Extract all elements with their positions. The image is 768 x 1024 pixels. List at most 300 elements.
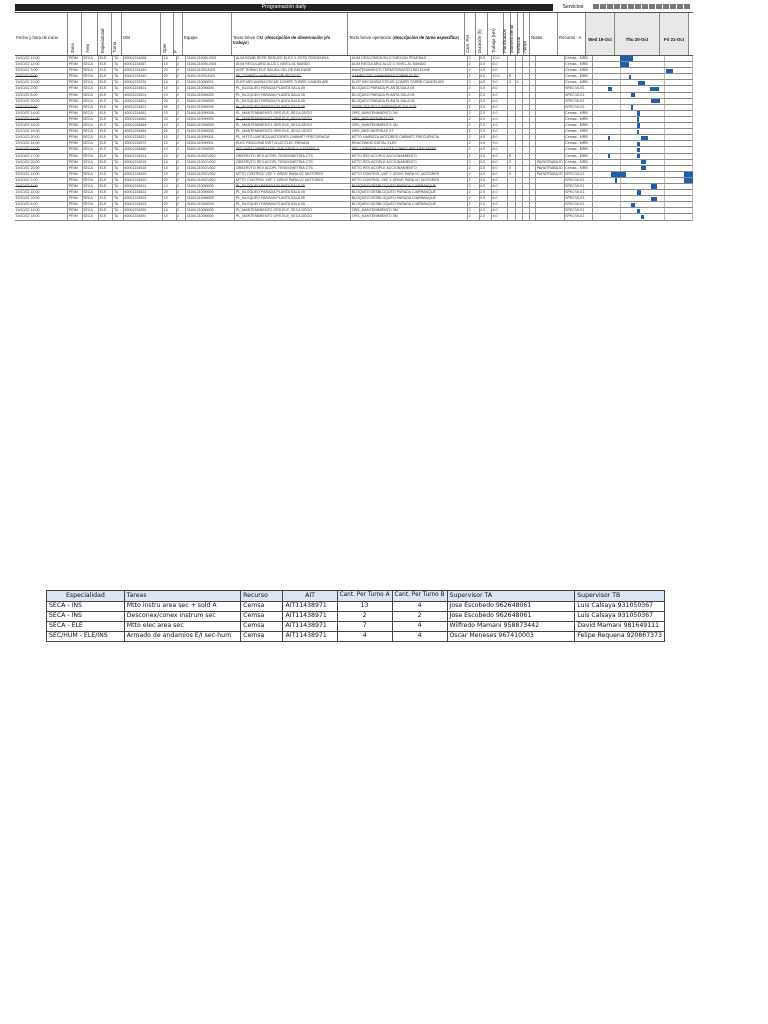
cell-p: 2 <box>177 129 186 134</box>
cell-equipo: 3160L3100M005 <box>186 117 235 122</box>
cell-oper: 10 <box>163 214 176 219</box>
summary-header-recurso: Recurso <box>241 591 283 602</box>
cell-notas <box>536 208 564 213</box>
cell-equipo: 3160L3100CV002 <box>186 172 235 177</box>
cell-p: 2 <box>177 147 186 152</box>
gantt-bar <box>666 69 673 73</box>
cell-notas <box>536 214 564 219</box>
cell-cant: 2 <box>468 160 479 165</box>
cell-zona: PRIM <box>68 147 82 152</box>
cell-recurso: Cemsa - MRB <box>565 74 593 79</box>
cell-zona: PRIM <box>68 105 82 110</box>
cell-notas <box>536 93 564 98</box>
cell-notas <box>536 147 564 152</box>
cell-p: 2 <box>177 202 186 207</box>
cell-trab: 9.0 <box>492 80 508 85</box>
cell-area: SECA <box>83 172 99 177</box>
gantt-cell <box>593 62 693 67</box>
cell-desc_op: CAMBIO DE LUMINARIAS TORRE ELEC <box>351 74 468 79</box>
cell-fecha: 19/10/22 10:00 <box>15 80 68 85</box>
cell-trab: 4.0 <box>492 202 508 207</box>
cell-desc_op: SEC LIMPIEZA Y AJUSTE CONEX RECTIFICADOR <box>351 147 468 152</box>
cell-trab: 4.0 <box>492 123 508 128</box>
cell-om: 40001234522 <box>124 184 163 189</box>
cell-p: 2 <box>177 178 186 183</box>
col-header-area: Área <box>82 13 98 55</box>
cell-x2 <box>516 74 523 79</box>
summary-cell-recurso: Cemsa <box>241 612 283 622</box>
cell-equipo: 3160L3100CV002 <box>186 154 235 159</box>
cell-zona: PRIM <box>68 214 82 219</box>
cell-turno: TA <box>113 74 123 79</box>
cell-desc_om: PL_BLOQUEO PARADA PLANTA SALA 05 <box>235 196 351 201</box>
cell-area: SECA <box>83 93 99 98</box>
cell-area: SECA <box>83 160 99 165</box>
cell-x2 <box>516 141 523 146</box>
summary-cell-recurso: Cemsa <box>241 602 283 612</box>
cell-fecha: 19/10/22 8:00 <box>15 202 68 207</box>
cell-x1 <box>508 99 515 104</box>
summary-cell-especialidad: SECA - ELE <box>47 622 125 632</box>
col-header-desc_op: Texto breve operación (descripción de tarea específica) <box>348 13 465 55</box>
cell-esp: ELE <box>99 208 113 213</box>
cell-trab: 6.0 <box>492 160 508 165</box>
cell-fecha: 19/10/22 20:00 <box>15 196 68 201</box>
cell-dur: 2.0 <box>480 93 492 98</box>
cell-om: 40001234501 <box>124 99 163 104</box>
cell-oper: 10 <box>163 86 176 91</box>
cell-notas <box>536 99 564 104</box>
gantt-bar <box>641 166 646 170</box>
gantt-cell <box>593 214 693 219</box>
cell-om: 40001234568 <box>124 56 163 61</box>
cell-trab: 4.0 <box>492 93 508 98</box>
cell-trab: 6.0 <box>492 62 508 67</box>
cell-x1 <box>508 147 515 152</box>
cell-dur: 2.0 <box>480 214 492 219</box>
cell-dur: 2.0 <box>480 190 492 195</box>
cell-area: SECA <box>83 190 99 195</box>
cell-x1: X <box>508 154 515 159</box>
cell-x2 <box>516 117 523 122</box>
col-header-x2: Mantenimiento <box>511 13 518 55</box>
gantt-bar <box>637 130 639 134</box>
cell-om: 40001234564 <box>124 123 163 128</box>
cell-om: 40001234501 <box>124 105 163 110</box>
col-header-p: P <box>174 13 183 55</box>
cell-dur: 4.0 <box>480 135 492 140</box>
cell-trab: 4.0 <box>492 117 508 122</box>
cell-zona: PRIM <box>68 117 82 122</box>
cell-recurso: Cemsa - MRB <box>565 80 593 85</box>
cell-notas: PARATRABAJO <box>536 160 564 165</box>
col-header-om: OM <box>122 13 161 55</box>
cell-p: 2 <box>177 135 186 140</box>
cell-cant: 2 <box>468 111 479 116</box>
cell-x1 <box>508 178 515 183</box>
cell-notas <box>536 184 564 189</box>
summary-cell-tareas: Mtto elec area sec <box>124 622 240 632</box>
cell-zona: PRIM <box>68 68 82 73</box>
cell-esp: ELE <box>99 166 113 171</box>
cell-fecha: 19/10/22 18:00 <box>15 129 68 134</box>
col-header-notas: Notas <box>530 13 558 55</box>
gantt-bar <box>641 215 644 219</box>
cell-x1 <box>508 86 515 91</box>
cell-x1 <box>508 202 515 207</box>
cell-cant: 2 <box>468 208 479 213</box>
cell-desc_op: MANTENIMIENTO TERMOGRAFICO BELDUNE <box>351 68 468 73</box>
cell-trab: 8.0 <box>492 184 508 189</box>
cell-cant: 2 <box>468 99 479 104</box>
cell-desc_om: MTTO CONTROL VDF Y DRIVE PARA VC MOTORES <box>235 172 351 177</box>
cell-desc_op: ALIM DESCONEXION CONEXION PRUEBAS <box>351 56 468 61</box>
cell-zona: PRIM <box>68 190 82 195</box>
cell-fecha: 19/10/22 20:00 <box>15 160 68 165</box>
cell-area: SECA <box>83 105 99 110</box>
cell-x2 <box>516 190 523 195</box>
cell-x1 <box>508 196 515 201</box>
cell-dur: 4.5 <box>480 141 492 146</box>
cell-notas <box>536 62 564 67</box>
cell-x2 <box>516 214 523 219</box>
gantt-bar <box>637 123 640 127</box>
gantt-bar <box>629 75 631 79</box>
summary-cell-turno-b: 2 <box>392 612 447 622</box>
gantt-cell <box>593 160 693 165</box>
cell-equipo: 3160L3100M005 <box>186 202 235 207</box>
cell-turno: TA <box>113 80 123 85</box>
summary-cell-tareas: Armado de andamios E/I sec-hum <box>124 632 240 642</box>
cell-desc_op: ORS_MANTENIMIENTO 3M <box>351 214 468 219</box>
programacion-daily-title: Programación daily <box>15 4 553 11</box>
cell-x1 <box>508 68 515 73</box>
cell-desc_om: ALIM BOMB REFR REDUCE ELEC X ESTB TENDENCIA <box>235 56 351 61</box>
cell-x2 <box>516 123 523 128</box>
cell-zona: PRIM <box>68 62 82 67</box>
cell-dur: 2.0 <box>480 208 492 213</box>
cell-x1 <box>508 105 515 110</box>
cell-equipo: 3160L3100M005 <box>186 184 235 189</box>
cell-esp: ELE <box>99 129 113 134</box>
cell-turno: TA <box>113 208 123 213</box>
cell-oper: 10 <box>163 172 176 177</box>
summary-cell-especialidad: SECA - INS <box>47 612 125 622</box>
cell-om: 40001234590 <box>124 208 163 213</box>
cell-oper: 10 <box>163 147 176 152</box>
cell-cant: 2 <box>468 147 479 152</box>
gantt-bar <box>611 172 626 176</box>
cell-dur: 4.0 <box>480 147 492 152</box>
cell-esp: ELE <box>99 172 113 177</box>
cell-trab: 9.0 <box>492 141 508 146</box>
summary-header-row <box>47 591 665 602</box>
cell-p: 2 <box>177 166 186 171</box>
gantt-cell <box>593 129 693 134</box>
cell-equipo: 3160L3100M005 <box>186 86 235 91</box>
table-row <box>47 622 665 632</box>
cell-equipo: 3160L3100CV002 <box>186 166 235 171</box>
col-header-x3: Reforzar <box>518 13 524 55</box>
gantt-bar <box>637 111 640 115</box>
cell-x1 <box>508 190 515 195</box>
col-header-zona: Zona <box>68 13 82 55</box>
cell-recurso: Cemsa - MRB <box>565 141 593 146</box>
gantt-cell <box>593 105 693 110</box>
gantt-bar <box>608 154 610 158</box>
cell-turno: TA <box>113 111 123 116</box>
summary-header-supervisor-ta: Supervisor TA <box>447 591 575 602</box>
cell-x1 <box>508 184 515 189</box>
summary-cell-supervisor-ta: Wilfredo Mamani 958873442 <box>447 622 575 632</box>
cell-esp: ELE <box>99 80 113 85</box>
cell-x2 <box>516 86 523 91</box>
cell-dur: 4.0 <box>480 172 492 177</box>
cell-equipo: 3160L3100M005 <box>186 214 235 219</box>
cell-desc_om: PL_MANTENIMIENTO ORS ELE_SECA DEGO <box>235 111 351 116</box>
cell-p: 2 <box>177 99 186 104</box>
cell-dur: 3.0 <box>480 62 492 67</box>
cell-oper: 10 <box>163 141 176 146</box>
cell-cant: 2 <box>468 214 479 219</box>
cell-dur: 3.0 <box>480 178 492 183</box>
gantt-bar <box>651 184 657 188</box>
cell-om: 40001234501 <box>124 86 163 91</box>
cell-cant: 2 <box>468 196 479 201</box>
gantt-cell <box>593 166 693 171</box>
cell-dur: 2.0 <box>480 123 492 128</box>
cell-desc_op: ORS_MANTENIMIENTO 3M <box>351 208 468 213</box>
cell-turno: TA <box>113 141 123 146</box>
cell-dur: 2.0 <box>480 202 492 207</box>
cell-om: 40001234440 <box>124 74 163 79</box>
summary-cell-turno-b: 4 <box>392 622 447 632</box>
cell-recurso: SPECVILE1 <box>565 172 593 177</box>
gantt-cell <box>593 93 693 98</box>
cell-equipo: 3160L3100M001 <box>186 141 235 146</box>
summary-header-supervisor-tb: Supervisor TB <box>575 591 665 602</box>
col-header-recurso: Recurso - A <box>558 13 586 55</box>
cell-esp: ELE <box>99 105 113 110</box>
cell-desc_op: BLOQUEO PARADA PLANTA SALA 05 <box>351 99 468 104</box>
cell-equipo: 3160L3100CA001 <box>186 74 235 79</box>
cell-x2 <box>516 178 523 183</box>
cell-cant: 2 <box>468 141 479 146</box>
gantt-cell <box>593 68 693 73</box>
summary-header-especialidad: Especialidad <box>47 591 125 602</box>
cell-area: SECA <box>83 196 99 201</box>
table-row <box>47 632 665 642</box>
cell-zona: PRIM <box>68 86 82 91</box>
cell-desc_op: MTTO CONTROL VDF Y DRIVE PARA VC MOTORES <box>351 172 468 177</box>
servicios-label: Servicios <box>562 4 584 10</box>
cell-recurso: SPECVILE1 <box>565 93 593 98</box>
cell-p: 2 <box>177 214 186 219</box>
gantt-bar <box>637 209 640 213</box>
cell-turno: TA <box>113 135 123 140</box>
gantt-cell <box>593 154 693 159</box>
cell-trab: 8.0 <box>492 135 508 140</box>
cell-desc_om: PL_MANTENIMIENTO ORS ELE_SECA DEGO <box>235 123 351 128</box>
col-header-esp: Especialidad <box>98 13 112 55</box>
cell-trab: 6.0 <box>492 166 508 171</box>
cell-dur: 2.0 <box>480 111 492 116</box>
cell-desc_op: MTTO CONTROL VDF Y DRIVE PARA VC MOTORES <box>351 178 468 183</box>
cell-area: SECA <box>83 202 99 207</box>
cell-desc_om: PL_BLOQUEO PARADA PLANTA SALA 05 <box>235 184 351 189</box>
cell-p: 2 <box>177 86 186 91</box>
col-header-trab: Trabajo (HH) <box>488 13 504 55</box>
gantt-bar <box>608 136 610 140</box>
cell-zona: PRIM <box>68 135 82 140</box>
cell-notas <box>536 135 564 140</box>
cell-fecha: 19/10/22 17:00 <box>15 154 68 159</box>
cell-fecha: 19/10/22 5:00 <box>15 74 68 79</box>
cell-x2 <box>516 184 523 189</box>
summary-cell-supervisor-ta: Jose Escobedo 962648061 <box>447 612 575 622</box>
gantt-bar <box>637 142 640 146</box>
cell-x1 <box>508 135 515 140</box>
summary-cell-tareas: Desconex/conex instrum sec <box>124 612 240 622</box>
cell-x1 <box>508 123 515 128</box>
cell-trab: 8.0 <box>492 147 508 152</box>
cell-desc_om: PF_CAMBIO LUMINARIA GRUPO ELEC <box>235 74 351 79</box>
cell-x1 <box>508 93 515 98</box>
cell-oper: 10 <box>163 208 176 213</box>
cell-om: 40001234562 <box>124 111 163 116</box>
cell-om: 40001234564 <box>124 129 163 134</box>
summary-cell-supervisor-ta: Oscar Meneses 967410003 <box>447 632 575 642</box>
cell-turno: TA <box>113 214 123 219</box>
cell-area: SECA <box>83 141 99 146</box>
cell-esp: ELE <box>99 160 113 165</box>
cell-dur: 5.0 <box>480 74 492 79</box>
cell-esp: ELE <box>99 141 113 146</box>
cell-zona: PRIM <box>68 196 82 201</box>
cell-area: SECA <box>83 117 99 122</box>
cell-esp: ELE <box>99 147 113 152</box>
cell-p: 2 <box>177 160 186 165</box>
col-header-dur: Duración (h) <box>476 13 488 55</box>
summary-cell-turno-a: 4 <box>337 632 392 642</box>
cell-desc_op: ELEP MECANISM ESCUE COMPR TORRE CANDELARI <box>351 80 468 85</box>
cell-recurso: Cemsa - MRB <box>565 147 593 152</box>
gantt-bar <box>650 87 659 91</box>
gantt-bar <box>608 87 612 91</box>
servicios-indicator <box>593 4 693 11</box>
cell-desc_op: MTTO REV ACOPLE ACCIONAMIENTO <box>351 160 468 165</box>
cell-cant: 2 <box>468 86 479 91</box>
cell-recurso: SPECVILE1 <box>565 86 593 91</box>
cell-trab: 10.0 <box>492 74 508 79</box>
gantt-bar <box>684 172 693 176</box>
cell-notas <box>536 80 564 85</box>
summary-cell-supervisor-tb: Luis Calsaya 931050367 <box>575 602 665 612</box>
cell-cant: 2 <box>468 56 479 61</box>
cell-notas <box>536 154 564 159</box>
cell-area: SECA <box>83 80 99 85</box>
cell-oper: 20 <box>163 178 176 183</box>
cell-equipo: 3160L3100M001 <box>186 135 235 140</box>
cell-p: 2 <box>177 184 186 189</box>
gantt-cell <box>593 123 693 128</box>
cell-equipo: 3160L3100CV002 <box>186 178 235 183</box>
cell-area: SECA <box>83 111 99 116</box>
cell-om: 40001234501 <box>124 93 163 98</box>
cell-p: 2 <box>177 208 186 213</box>
cell-fecha: 19/10/22 6:00 <box>15 184 68 189</box>
cell-area: SECA <box>83 178 99 183</box>
cell-zona: PRIM <box>68 160 82 165</box>
cell-oper: 30 <box>163 105 176 110</box>
cell-recurso: SPECVILE1 <box>565 190 593 195</box>
cell-equipo: 3160L3100M005 <box>186 123 235 128</box>
cell-cant: 2 <box>468 154 479 159</box>
cell-fecha: 19/10/22 18:00 <box>15 214 68 219</box>
cell-om: 40001234514 <box>124 154 163 159</box>
cell-dur: 4.0 <box>480 86 492 91</box>
gantt-cell <box>593 86 693 91</box>
cell-om: 40001234520 <box>124 178 163 183</box>
cell-esp: ELE <box>99 74 113 79</box>
gantt-cell <box>593 208 693 213</box>
gantt-day-header: Fri 21-Oct <box>660 13 689 55</box>
cell-desc_om: PL_BLOQUEO PARADA PLANTA SALA 05 <box>235 99 351 104</box>
cell-notas <box>536 86 564 91</box>
cell-desc_op: MTTO LIMPIEZA MOTORES CABINET FRECUENCIA <box>351 135 468 140</box>
gantt-cell <box>593 117 693 122</box>
cell-x2 <box>516 135 523 140</box>
summary-cell-especialidad: SECA - INS <box>47 602 125 612</box>
cell-desc_om: PL_BLOQUEO PARADA PLANTA SALA 05 <box>235 93 351 98</box>
cell-recurso: SPECVILE1 <box>565 202 593 207</box>
cell-trab: 4.0 <box>492 214 508 219</box>
cell-om: 40001234560 <box>124 147 163 152</box>
cell-desc_om: ELEC REACOND INST ALUZ ELEC PARADA <box>235 141 351 146</box>
cell-trab: 4.0 <box>492 111 508 116</box>
cell-cant: 2 <box>468 74 479 79</box>
cell-fecha: 19/10/22 2:00 <box>15 86 68 91</box>
cell-recurso: Cemsa - MRB <box>565 166 593 171</box>
cell-equipo: 3160L3100M001 <box>186 80 235 85</box>
cell-x1 <box>508 214 515 219</box>
summary-cell-supervisor-tb: David Mamani 981649111 <box>575 622 665 632</box>
cell-fecha: 19/10/22 3:00 <box>15 68 68 73</box>
cell-notas <box>536 68 564 73</box>
cell-zona: PRIM <box>68 178 82 183</box>
cell-notas <box>536 178 564 183</box>
cell-zona: PRIM <box>68 99 82 104</box>
gantt-bar <box>615 178 617 182</box>
gantt-cell <box>593 99 693 104</box>
gantt-bar <box>641 136 648 140</box>
gantt-bar <box>684 178 693 182</box>
cell-cant: 2 <box>468 105 479 110</box>
col-header-desc_om: Texto breve OM (descripción de observación y/o trabajo) <box>232 13 348 55</box>
cell-x1: X <box>508 80 515 85</box>
cell-notas <box>536 117 564 122</box>
cell-p: 2 <box>177 111 186 116</box>
sheet-banner <box>15 4 693 12</box>
summary-cell-supervisor-tb: Luis Calsaya 931050367 <box>575 612 665 622</box>
cell-equipo: 3160L3100CV002 <box>186 160 235 165</box>
summary-cell-turno-a: 7 <box>337 622 392 632</box>
cell-esp: ELE <box>99 86 113 91</box>
cell-esp: ELE <box>99 154 113 159</box>
summary-header-turno-b: Cant. Per Turno B <box>392 591 447 602</box>
cell-equipo: 3160L3100M005 <box>186 129 235 134</box>
cell-notas <box>536 123 564 128</box>
